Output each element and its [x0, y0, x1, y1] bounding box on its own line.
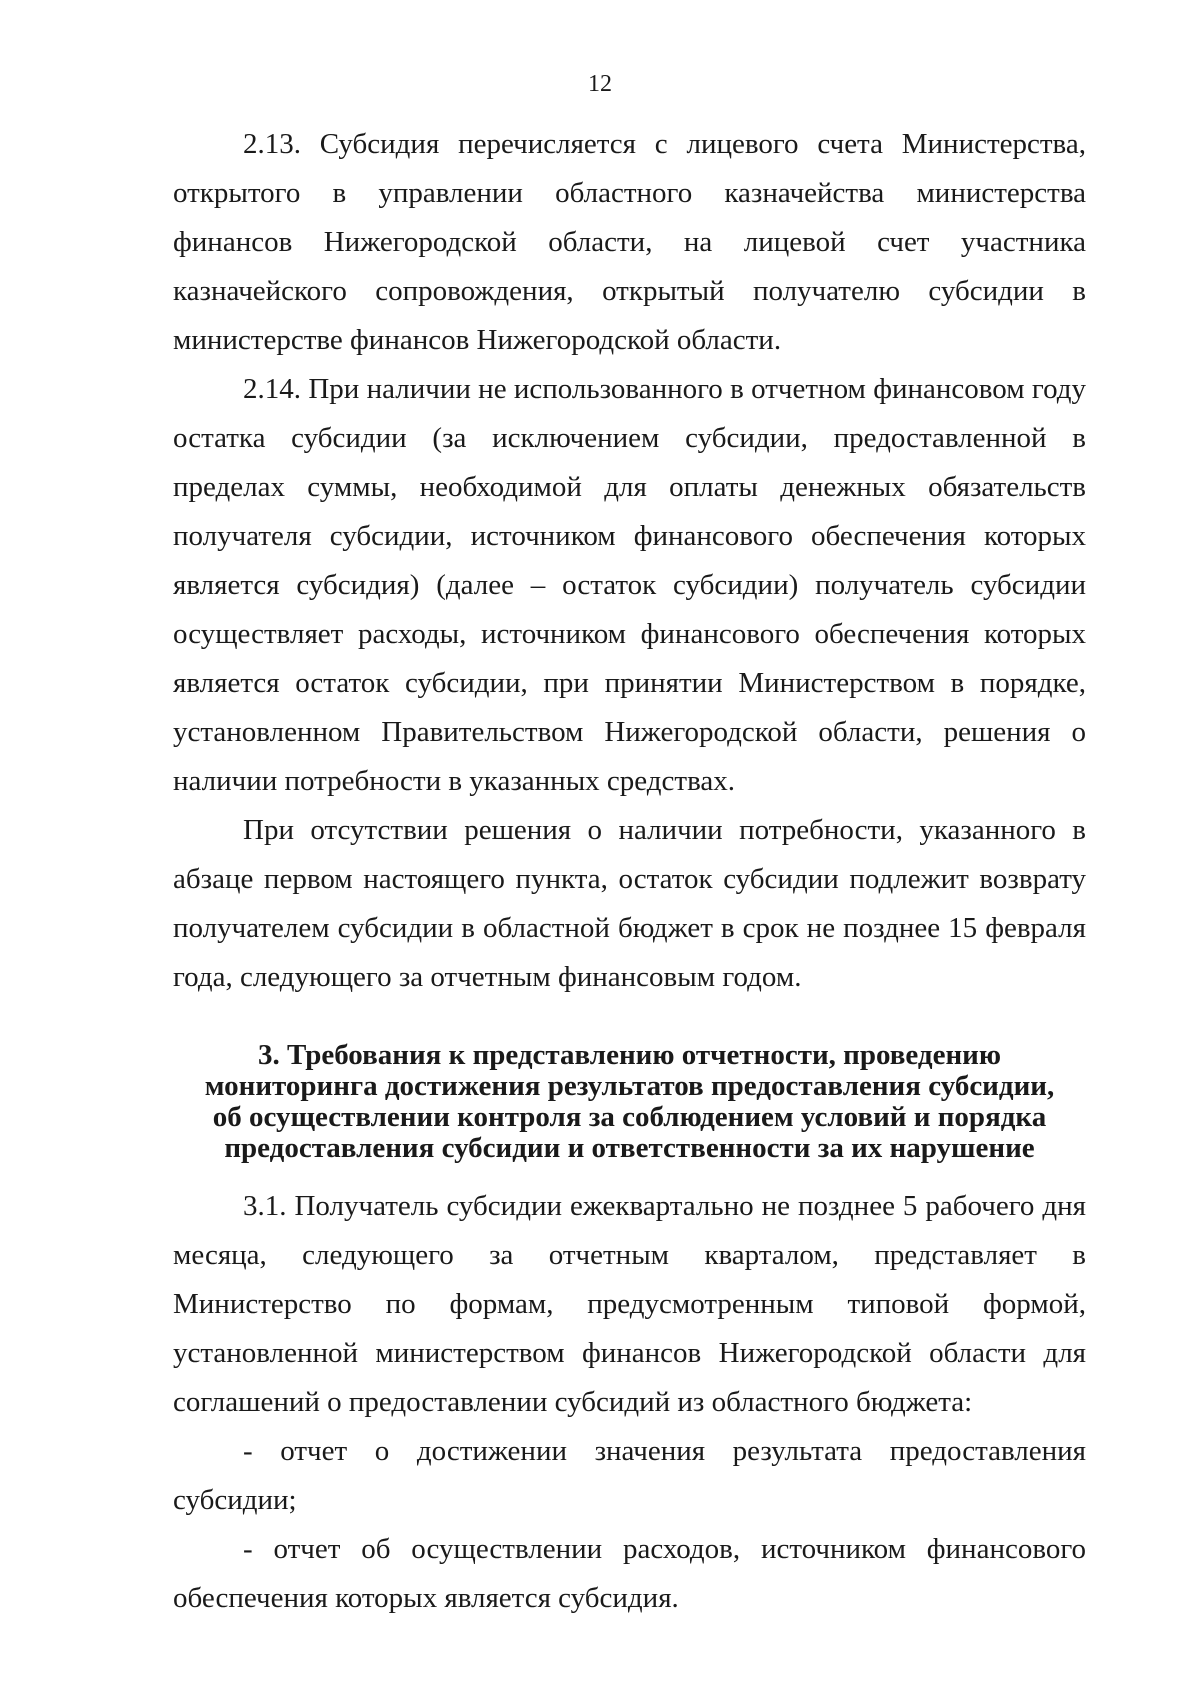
section-3-heading: [173, 1040, 1086, 1164]
section-3-heading-line-4: предоставления субсидии и ответственности за их нарушение: [224, 1132, 1035, 1164]
paragraph-2-14: 2.14. При наличии не использованного в отчетном финансовом году остатка субсидии (за исключением субсидии, предоставленной в пределах суммы, необходимой для оплаты денежных обязательств получателя субсидии, источником финансового обеспечения которых является субсидия) (далее – остаток субсидии) получатель субсидии осуществляет расходы, источником финансового обеспечения которых является остаток субсидии, при принятии Министерством в порядке, установленном Правительством Нижегородской области, решения о наличии потребности в указанных средствах.: [173, 373, 1086, 797]
paragraph-2-13: 2.13. Субсидия перечисляется с лицевого счета Министерства, открытого в управлении областного казначейства министерства финансов Нижегородской области, на лицевой счет участника казначейского сопровождения, открытый получателю субсидии в министерстве финансов Нижегородской области.: [173, 128, 1086, 356]
paragraph-2-14-continuation: При отсутствии решения о наличии потребности, указанного в абзаце первом настоящего пункта, остаток субсидии подлежит возврату получателем субсидии в областной бюджет в срок не позднее 15 февраля года, следующего за отчетным финансовым годом.: [173, 814, 1086, 993]
page-number: 12: [588, 71, 612, 97]
document-body: [173, 120, 1086, 1623]
section-3-heading-line-3: об осуществлении контроля за соблюдением условий и порядка: [212, 1101, 1047, 1133]
section-3-heading-line-1: 3. Требования к представлению отчетности, проведению: [257, 1039, 1002, 1071]
paragraph-3-1: 3.1. Получатель субсидии ежеквартально не позднее 5 рабочего дня месяца, следующего за отчетным кварталом, представляет в Министерство по формам, предусмотренным типовой формой, установленной министерством финансов Нижегородской области для соглашений о предоставлении субсидий из областного бюджета:: [173, 1190, 1086, 1418]
list-item-report-expenses: - отчет об осуществлении расходов, источником финансового обеспечения которых является субсидия.: [173, 1533, 1086, 1614]
section-3-heading-line-2: мониторинга достижения результатов предоставления субсидии,: [204, 1070, 1055, 1102]
list-item-report-result: - отчет о достижении значения результата предоставления субсидии;: [173, 1435, 1086, 1516]
